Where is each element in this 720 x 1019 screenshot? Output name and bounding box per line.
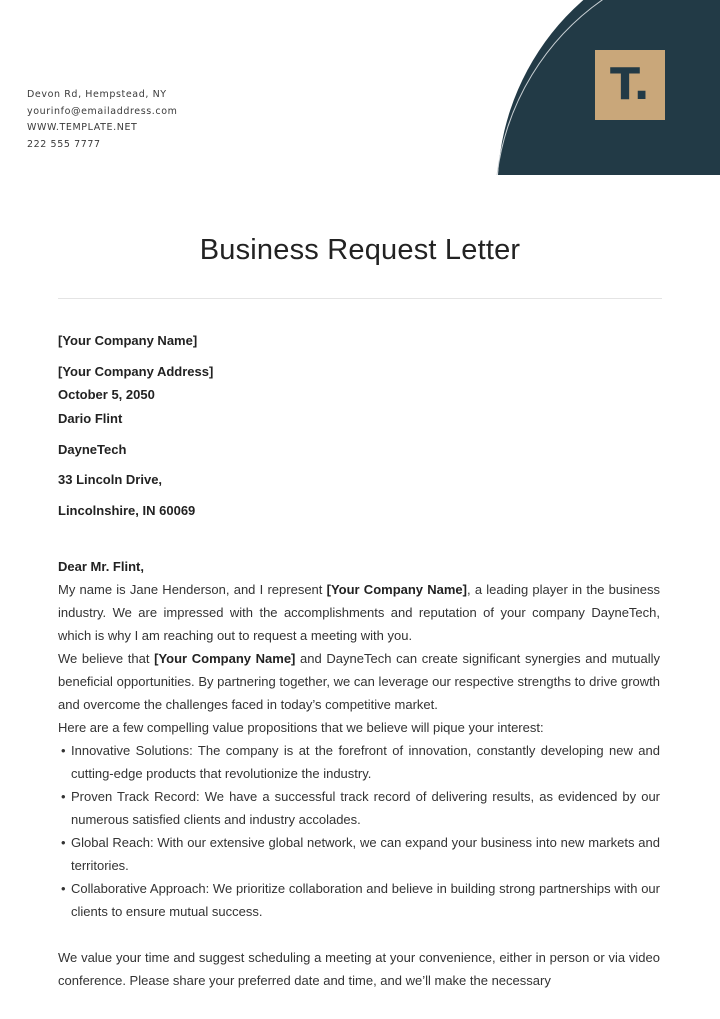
- paragraph-synergy: We believe that [Your Company Name] and DayneTech can create significant synergies and mutually beneficial opportunities. By partnering together, we can leverage our respective strengths to drive growth and overcome the challenges faced in today’s competitive market.: [58, 651, 661, 712]
- paragraph-intro: My name is Jane Henderson, and I represent [Your Company Name], a leading player in the business industry. We are impressed with the accomplishments and reputation of your company DayneTech, which is why I am reaching out to request a meeting with you.: [58, 582, 660, 643]
- list-item: • Collaborative Approach: We prioritize collaboration and believe in building strong partnerships with our clients to ensure mutual success.: [58, 877, 660, 923]
- sender-company-address: [Your Company Address]: [58, 364, 214, 379]
- greeting: Dear Mr. Flint,: [58, 559, 144, 574]
- recipient-street: 33 Lincoln Drive,: [58, 472, 163, 487]
- recipient-city: Lincolnshire, IN 60069: [58, 503, 196, 518]
- document-title: Business Request Letter: [199, 234, 521, 266]
- list-item: • Global Reach: With our extensive global network, we can expand your business into new markets and territories.: [58, 831, 660, 877]
- contact-phone: 222 555 7777: [27, 138, 101, 150]
- title-divider: [58, 298, 662, 299]
- company-logo: [595, 50, 665, 120]
- value-propositions-list: [58, 739, 660, 923]
- letter-body: [58, 555, 660, 992]
- paragraph-value-intro: Here are a few compelling value propositions that we believe will pique your interest:: [58, 720, 544, 735]
- sender-company-name: [Your Company Name]: [58, 333, 198, 348]
- contact-info: [27, 87, 178, 153]
- recipient-company: DayneTech: [58, 442, 127, 457]
- paragraph-closing: We value your time and suggest scheduling a meeting at your convenience, either in person or via video conference. Please share your preferred date and time, and we’ll make the necessary: [58, 950, 660, 988]
- recipient-name: Dario Flint: [58, 411, 123, 426]
- letter-date: October 5, 2050: [58, 387, 155, 402]
- list-item: • Proven Track Record: We have a successful track record of delivering results, as evidenced by our numerous satisfied clients and industry accolades.: [58, 785, 660, 831]
- contact-email: yourinfo@emailaddress.com: [27, 105, 178, 117]
- list-item: • Innovative Solutions: The company is at the forefront of innovation, constantly developing new and cutting-edge products that revolutionize the industry.: [58, 739, 660, 785]
- contact-website: WWW.TEMPLATE.NET: [27, 122, 138, 133]
- logo-letter: T.: [609, 59, 651, 110]
- contact-address: Devon Rd, Hempstead, NY: [27, 89, 167, 100]
